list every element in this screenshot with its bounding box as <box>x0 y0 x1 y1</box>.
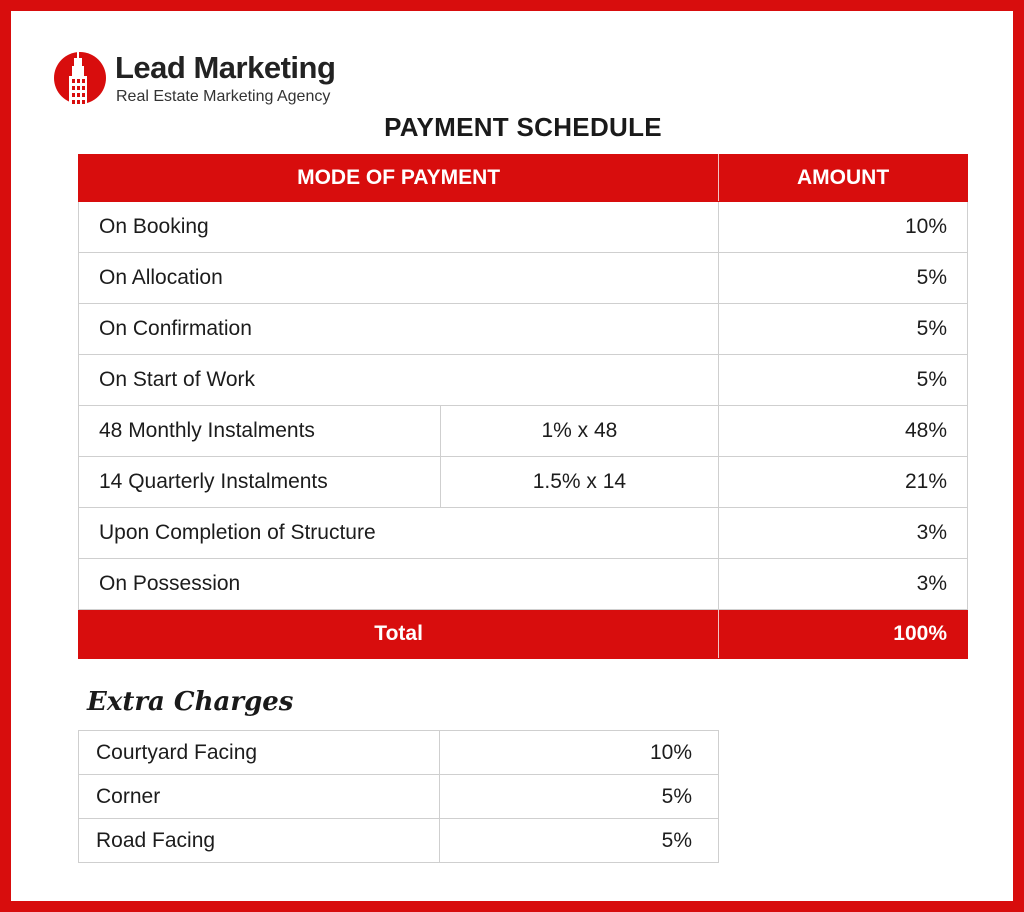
row-amount: 21% <box>719 457 968 508</box>
row-mode: On Confirmation <box>79 304 719 355</box>
extra-charge-label: Corner <box>79 775 440 819</box>
row-detail: 1% x 48 <box>440 406 719 457</box>
table-row <box>79 355 968 406</box>
table-row <box>79 304 968 355</box>
building-logo-icon <box>53 48 109 112</box>
table-row <box>79 508 968 559</box>
extra-charge-value: 5% <box>440 819 719 863</box>
row-amount: 5% <box>719 304 968 355</box>
table-header-row <box>79 155 968 202</box>
brand-name: Lead Marketing <box>115 50 336 85</box>
row-mode: On Booking <box>79 202 719 253</box>
table-row <box>79 202 968 253</box>
row-mode: 48 Monthly Instalments <box>79 406 441 457</box>
row-mode: Upon Completion of Structure <box>79 508 719 559</box>
header-mode-of-payment: MODE OF PAYMENT <box>79 155 719 202</box>
row-amount: 3% <box>719 559 968 610</box>
total-label: Total <box>79 610 719 659</box>
brand-tagline: Real Estate Marketing Agency <box>116 88 331 105</box>
row-mode: On Allocation <box>79 253 719 304</box>
extra-charge-label: Courtyard Facing <box>79 731 440 775</box>
total-amount: 100% <box>719 610 968 659</box>
extra-charges-title: Extra Charges <box>87 687 294 717</box>
row-amount: 5% <box>719 355 968 406</box>
table-row <box>79 406 968 457</box>
table-row <box>79 731 719 775</box>
table-row <box>79 457 968 508</box>
brand-logo <box>53 48 373 112</box>
extra-charges-table <box>78 730 719 863</box>
header-amount: AMOUNT <box>719 155 968 202</box>
total-row <box>79 610 968 659</box>
extra-charge-value: 5% <box>440 775 719 819</box>
table-row <box>79 819 719 863</box>
row-amount: 5% <box>719 253 968 304</box>
row-detail: 1.5% x 14 <box>440 457 719 508</box>
extra-charge-value: 10% <box>440 731 719 775</box>
row-mode: On Start of Work <box>79 355 719 406</box>
table-row <box>79 559 968 610</box>
table-row <box>79 775 719 819</box>
row-mode: 14 Quarterly Instalments <box>79 457 441 508</box>
table-row <box>79 253 968 304</box>
row-amount: 48% <box>719 406 968 457</box>
row-amount: 3% <box>719 508 968 559</box>
row-mode: On Possession <box>79 559 719 610</box>
payment-schedule-table <box>78 154 968 659</box>
row-amount: 10% <box>719 202 968 253</box>
extra-charge-label: Road Facing <box>79 819 440 863</box>
page-title: PAYMENT SCHEDULE <box>384 112 662 142</box>
